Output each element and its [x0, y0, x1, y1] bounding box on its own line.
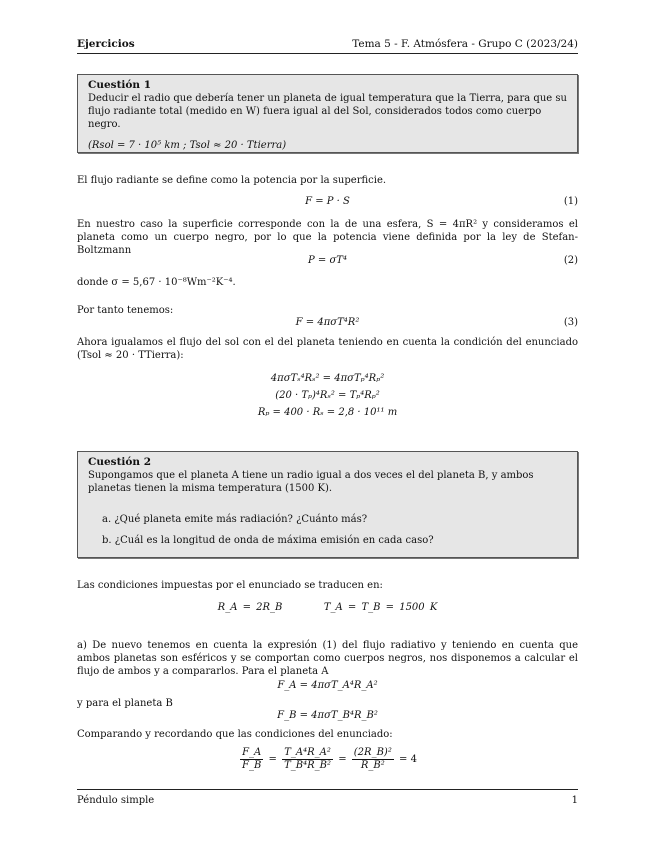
solution-1-intro: El flujo radiante se define como la potencia por la superficie. — [77, 175, 387, 186]
solution-1-therefore: Por tanto tenemos: — [77, 305, 174, 316]
solution-2-compare-text: Comparando y recordando que las condiciones del enunciado: — [77, 729, 393, 740]
equation-1-number: (1) — [563, 196, 578, 207]
solution-2-part-a-text: a) De nuevo tenemos en cuenta la expresión (1) del flujo radiativo y teniendo en cuenta que ambos planetas son esféricos y se comportan como cuerpos negros, nos disponemos a calcular el flujo de ambos y a compararlos. Para el planeta A — [77, 640, 578, 677]
sigma-definition: donde σ = 5,67 · 10⁻⁸Wm⁻²K⁻⁴. — [77, 277, 236, 288]
equation-1-expr: F = P · S — [305, 196, 350, 207]
equation-1 — [77, 195, 578, 208]
footer-title: Péndulo simple — [77, 795, 155, 806]
question-2-title: Cuestión 2 — [88, 456, 152, 468]
equation-3 — [77, 316, 578, 329]
ratio-fraction-1-den: F_B — [242, 760, 262, 771]
ratio-fraction-2-num: T_A⁴R_A² — [282, 747, 333, 760]
flux-planet-b: F_B = 4πσT_B⁴R_B² — [277, 710, 378, 721]
solution-1-equate-text: Ahora igualamos el flujo del sol con el del planeta teniendo en cuenta la condición del enunciado (Tsol ≈ 20 · TTierra): — [77, 337, 578, 361]
equation-3-expr: F = 4πσT⁴R² — [295, 317, 360, 328]
question-1-data: (Rsol = 7 · 10⁵ km ; Tsol ≈ 20 · Ttierra) — [88, 140, 287, 151]
page-header — [77, 38, 578, 52]
page-number: 1 — [571, 795, 578, 806]
question-2-text: Supongamos que el planeta A tiene un radio igual a dos veces el del planeta B, y ambos planetas tienen la misma temperatura (1500 K). — [88, 470, 534, 494]
flux-ratio-equation: $\frac{F\_A}{F\_B}$ = $\frac{\text{T\_A⁴R\_A²}}{\text{T\_B⁴R\_B²}}$ = $\frac{\text{(2R\_B)²}}{\text{R\_B²}}$ = 4 — [242, 747, 417, 771]
ratio-fraction-2-den: T_B⁴R_B² — [284, 760, 332, 771]
header-section-title: Ejercicios — [77, 38, 135, 50]
equation-4c: Rₚ = 400 · Rₛ = 2,8 · 10¹¹ m — [257, 407, 398, 418]
ratio-fraction-3-num: (2R_B)² — [353, 747, 392, 758]
ratio-fraction-2 — [282, 747, 333, 772]
footer-rule — [77, 789, 578, 790]
solution-2-intro: Las condiciones impuestas por el enunciado se traducen en: — [77, 580, 383, 591]
ratio-result: = 4 — [399, 754, 417, 765]
flux-planet-a: F_A = 4πσT_A⁴R_A² — [277, 680, 378, 691]
equation-2-number: (2) — [563, 255, 578, 266]
solution-2-conditions: R_A = 2R_B T_A = T_B = 1500 K — [217, 602, 438, 613]
question-2-item-b: b. ¿Cuál es la longitud de onda de máxima emisión en cada caso? — [102, 535, 434, 546]
ratio-fraction-1 — [240, 747, 263, 772]
equation-4a: 4πσTₛ⁴Rₛ² = 4πσTₚ⁴Rₚ² — [270, 373, 385, 384]
header-course-info: Tema 5 - F. Atmósfera - Grupo C (2023/24) — [352, 38, 578, 50]
ratio-fraction-1-num: F_A — [240, 747, 263, 760]
equation-3-number: (3) — [563, 317, 578, 328]
solution-2-planet-b-text: y para el planeta B — [77, 698, 173, 709]
question-2-box — [77, 451, 578, 558]
equation-2 — [77, 254, 578, 267]
question-1-text: Deducir el radio que debería tener un planeta de igual temperatura que la Tierra, para que su flujo radiante total (medido en W) fuera igual al del Sol, considerados todos como cuerpo negro. — [88, 93, 567, 130]
question-1-box — [77, 74, 578, 153]
question-1-title: Cuestión 1 — [88, 79, 152, 91]
solution-1-sphere-text: En nuestro caso la superficie corresponde con la de una esfera, S = 4πR² y consideramos el planeta como un cuerpo negro, por lo que la potencia viene definida por la ley de Stefan-Boltzmann — [77, 219, 578, 256]
equation-2-expr: P = σT⁴ — [308, 255, 347, 266]
question-2-items — [88, 513, 568, 547]
ratio-fraction-3-den: R_B² — [360, 760, 385, 771]
question-2-item-a: a. ¿Qué planeta emite más radiación? ¿Cuánto más? — [102, 514, 368, 525]
ratio-fraction-3 — [352, 747, 394, 772]
header-rule — [77, 53, 578, 54]
document-page — [77, 0, 578, 848]
equation-4b: (20 · Tₚ)⁴Rₛ² = Tₚ⁴Rₚ² — [275, 390, 380, 401]
